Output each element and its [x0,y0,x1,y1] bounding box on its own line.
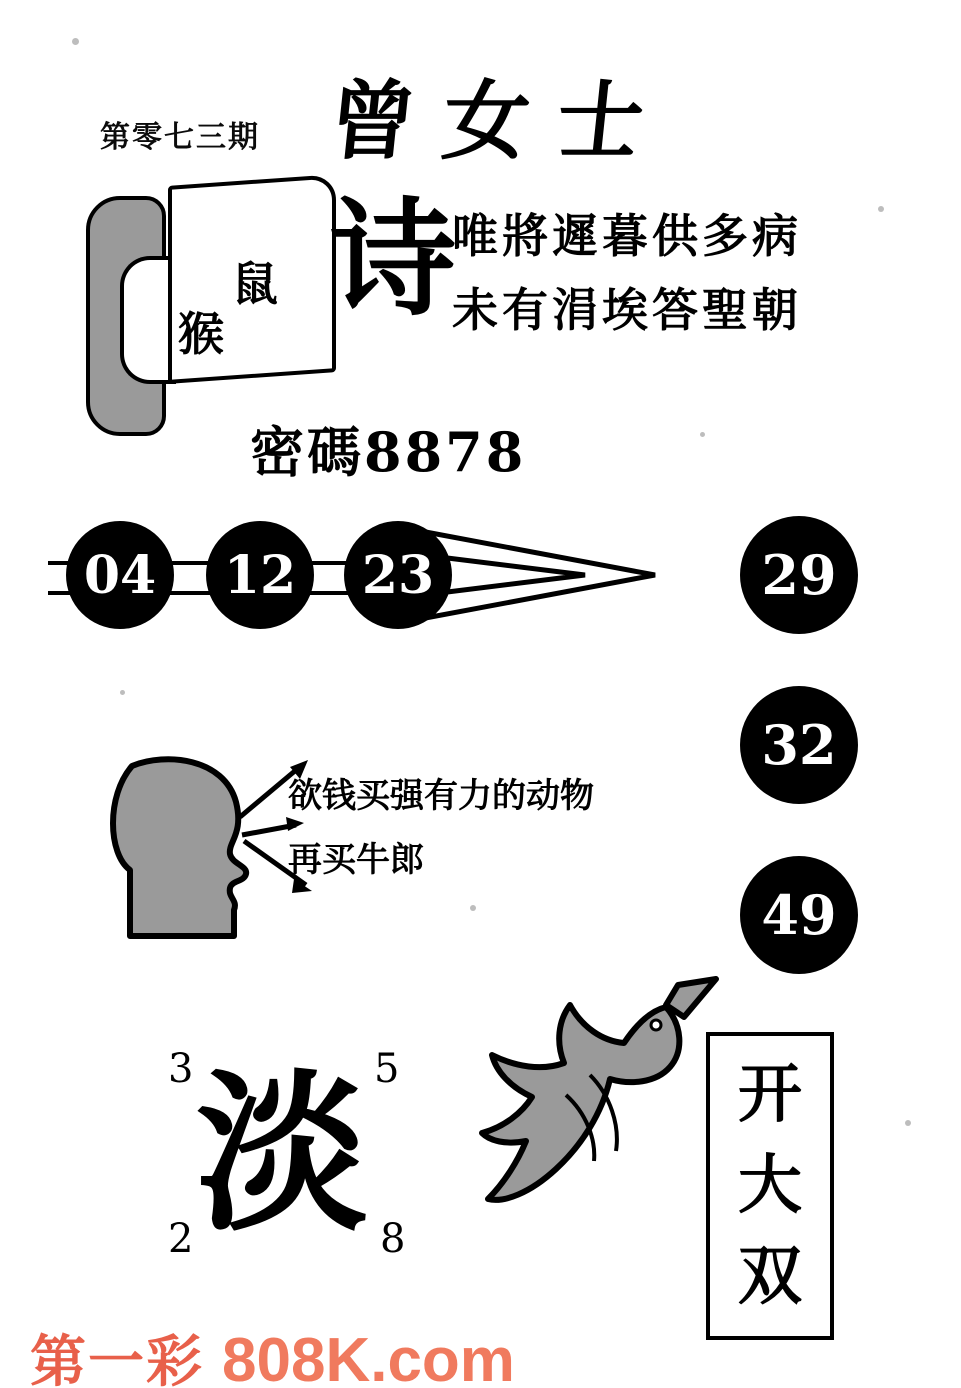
speckle [700,432,705,437]
ball-number: 23 [344,521,452,629]
corner-digit-top-right: 5 [374,1046,400,1092]
corner-digit-bottom-right: 8 [380,1216,406,1262]
poem-line-2: 未有涓埃答聖朝 [452,282,802,337]
poem-heading-char: 诗 [330,185,456,333]
vertical-text-box [706,1032,834,1340]
speckle [470,905,476,911]
password-text: 密碼8878 [250,420,527,484]
poem-line-1: 唯將遲暮供多病 [452,209,802,263]
zodiac-monkey-label: 猴 [178,307,224,361]
dove-icon [470,955,740,1245]
page-title: 曾女士 [323,71,677,172]
tip-line-2: 再买牛郎 [288,840,424,880]
footer-watermark [30,1318,515,1388]
speckle [120,690,125,695]
vertical-text-char: 双 [738,1239,802,1314]
vertical-text-char: 大 [738,1148,802,1223]
zodiac-rat-label: 鼠 [232,257,278,311]
corner-digit-bottom-left: 2 [168,1216,194,1262]
footer-url: 808K.com [222,1326,515,1388]
ball-number: 04 [66,521,174,629]
poem-lines [452,200,892,347]
ball-number: 12 [206,521,314,629]
ball-number: 29 [740,516,858,634]
tip-line-1: 欲钱买强有力的动物 [288,776,594,816]
issue-number: 第零七三期 [100,120,260,155]
ball-number: 49 [740,856,858,974]
ball-number: 32 [740,686,858,804]
vertical-text-char: 开 [738,1057,802,1132]
corner-digit-top-left: 3 [168,1046,194,1092]
speckle [905,1120,911,1126]
speckle [72,38,79,45]
footer-brand-cn: 第一彩 [30,1329,204,1388]
featured-character: 淡 [196,1052,368,1255]
